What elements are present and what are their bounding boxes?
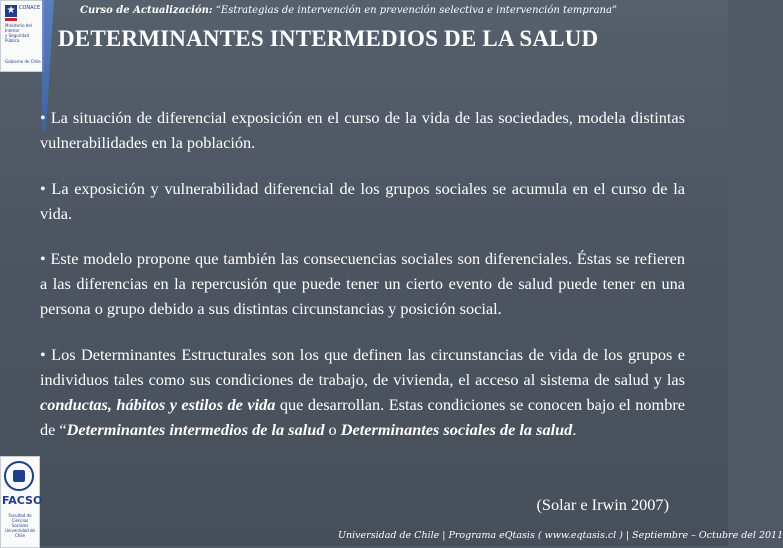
p4-text-e: o xyxy=(324,419,341,439)
course-name: “Estrategias de intervención en prevención selectiva e intervención temprana” xyxy=(215,5,618,16)
university-emblem-icon xyxy=(4,461,34,491)
bullet-paragraph-2: • La exposición y vulnerabilidad diferencial de los grupos sociales se acumula en el curso de la vida. xyxy=(40,178,685,223)
p4-emphasis-sociales: Determinantes sociales de la salud xyxy=(340,419,573,439)
facso-logo xyxy=(0,456,43,548)
conace-logo xyxy=(0,0,44,72)
p4-text-g: . xyxy=(572,419,577,439)
logo-top-line3: Gobierno de Chile xyxy=(5,59,41,64)
flag-stripe xyxy=(5,18,17,21)
p4-text-c: que desarrollan. Estas condiciones se conocen bajo el nombre de “ xyxy=(40,394,685,439)
logo-top-line1: Ministerio del Interior xyxy=(5,23,32,33)
facso-name: FACSO xyxy=(2,494,43,507)
course-header xyxy=(80,5,617,16)
course-label: Curso de Actualización: xyxy=(80,5,213,16)
slide-content xyxy=(40,105,685,442)
p4-emphasis-conductas: conductas, hábitos y estilos de vida xyxy=(40,394,276,414)
footer-text: Universidad de Chile | Programa eQtasis ( www.eqtasis.cl ) | Septiembre – Octubre del 2011 xyxy=(338,530,783,541)
logo-top-title: CONACE xyxy=(19,5,41,11)
bullet-paragraph-4 xyxy=(40,342,685,442)
slide-title: DETERMINANTES INTERMEDIOS DE LA SALUD xyxy=(58,26,599,51)
bullet-paragraph-1: • La situación de diferencial exposición en el curso de la vida de las sociedades, modela distintas vulnerabilidades en la población. xyxy=(40,108,685,152)
bullet-paragraph-3: • Este modelo propone que también las consecuencias sociales son diferenciales. Éstas se refieren a las diferencias en la repercusión que puede tener un cierto evento de salud puede tener en una persona o grupo debido a sus distintas circunstancias y posición social. xyxy=(40,249,685,318)
p4-emphasis-intermedios: Determinantes intermedios de la salud xyxy=(66,419,325,439)
star-icon: ★ xyxy=(6,5,16,16)
logo-top-line2: y Seguridad Pública xyxy=(5,33,29,43)
p4-text-a: • Los Determinantes Estructurales son los que definen las circunstancias de vida de los grupos e individuos tales como sus condiciones de trabajo, de vivienda, el acceso al sistema de salud y las xyxy=(40,344,685,389)
facso-subtitle: Facultad de Ciencias Sociales Universidad de Chile xyxy=(4,513,36,538)
citation: (Solar e Irwin 2007) xyxy=(536,495,669,514)
